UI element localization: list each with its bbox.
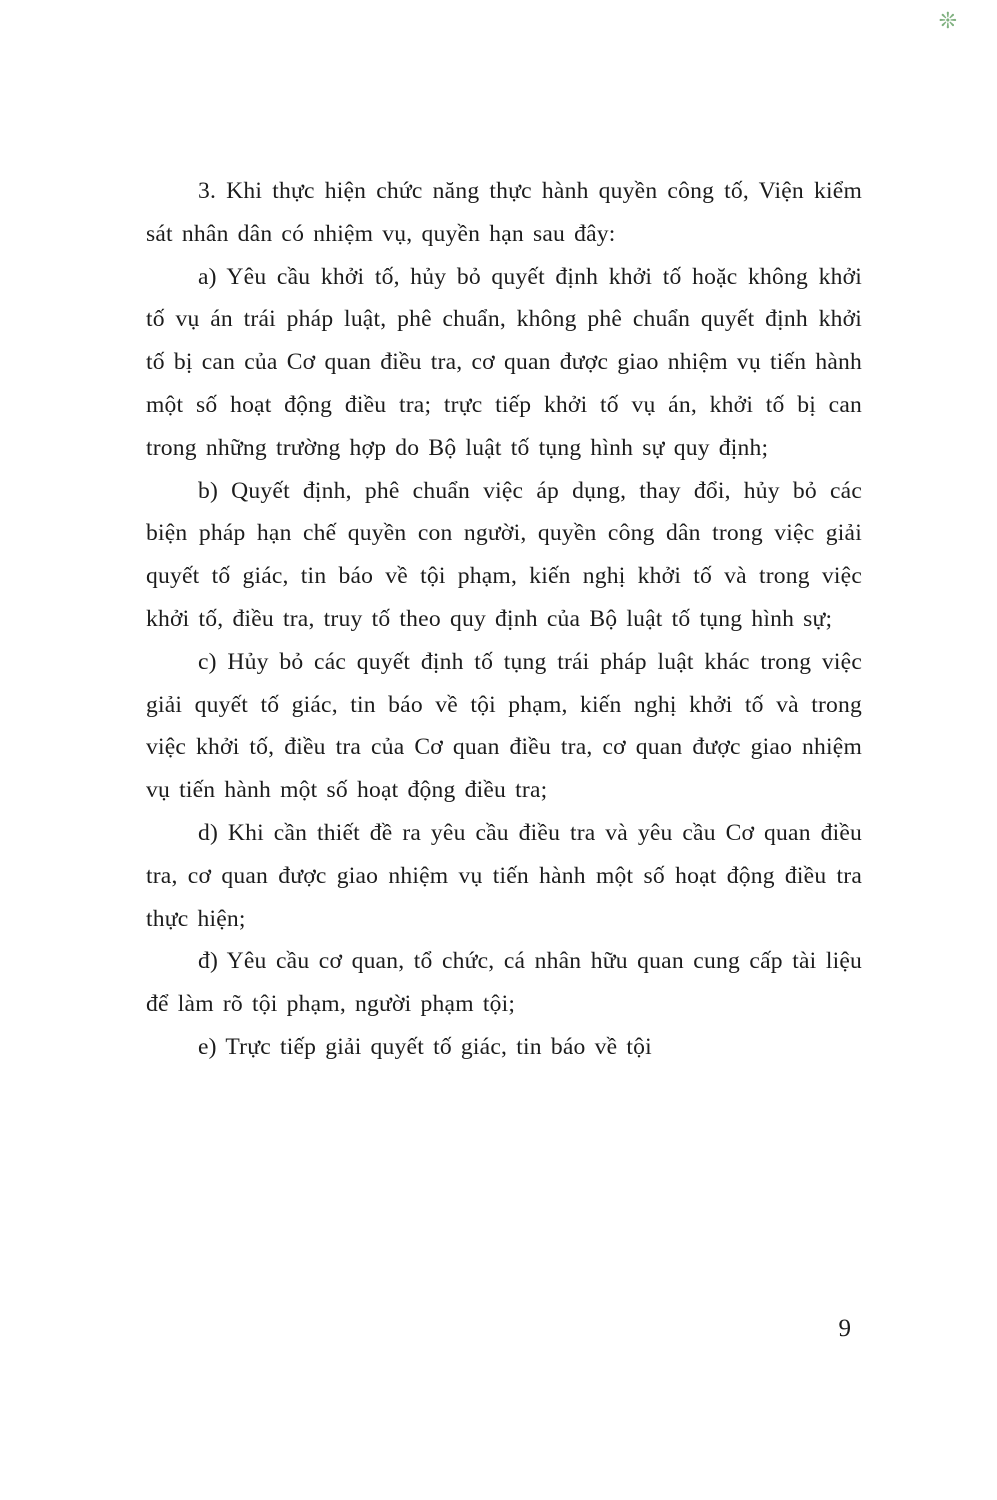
paragraph-item-e: e) Trực tiếp giải quyết tố giác, tin báo về tội	[198, 1033, 652, 1060]
paragraph-item-c: c) Hủy bỏ các quyết định tố tụng trái pháp luật khác trong việc giải quyết tố giác, tin báo về tội phạm, kiến nghị khởi tố và trong việc khởi tố, điều tra của Cơ quan điều tra, cơ quan được giao nhiệm vụ tiến hành một số hoạt động điều tra;	[146, 648, 862, 804]
paragraph-item-a: a) Yêu cầu khởi tố, hủy bỏ quyết định khởi tố hoặc không khởi tố vụ án trái pháp luật, phê chuẩn, không phê chuẩn quyết định khởi tố bị can của Cơ quan điều tra, cơ quan được giao nhiệm vụ tiến hành một số hoạt động điều tra; trực tiếp khởi tố vụ án, khởi tố bị can trong những trường hợp do Bộ luật tố tụng hình sự quy định;	[146, 263, 862, 461]
page-number: 9	[838, 1315, 851, 1342]
body-text	[146, 170, 862, 1069]
paragraph-intro: 3. Khi thực hiện chức năng thực hành quyền công tố, Viện kiểm sát nhân dân có nhiệm vụ, quyền hạn sau đây:	[146, 178, 862, 247]
paragraph-item-b: b) Quyết định, phê chuẩn việc áp dụng, thay đổi, hủy bỏ các biện pháp hạn chế quyền con người, quyền công dân trong việc giải quyết tố giác, tin báo về tội phạm, kiến nghị khởi tố và trong việc khởi tố, điều tra, truy tố theo quy định của Bộ luật tố tụng hình sự;	[146, 477, 862, 632]
paragraph-item-dd: đ) Yêu cầu cơ quan, tổ chức, cá nhân hữu quan cung cấp tài liệu để làm rõ tội phạm, người phạm tội;	[146, 948, 862, 1018]
paragraph-item-d: d) Khi cần thiết đề ra yêu cầu điều tra và yêu cầu Cơ quan điều tra, cơ quan được giao nhiệm vụ tiến hành một số hoạt động điều tra thực hiện;	[146, 819, 862, 932]
flower-icon: ❊	[938, 8, 957, 33]
